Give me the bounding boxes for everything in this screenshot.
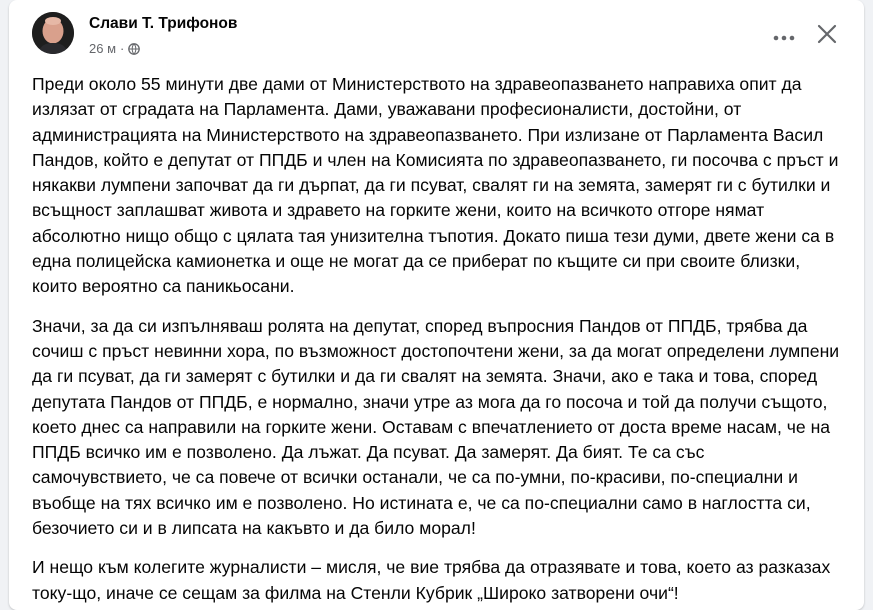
post-card [9,0,864,610]
more-options-button[interactable] [766,22,802,54]
meta-separator: · [120,41,125,56]
post-paragraph: Преди около 55 минути две дами от Министерството на здравеопазването направиха опит да излязат от сградата на Парламента. Дами, уважавани професионалисти, достойни, от администрацията на Министерството на здравеопазването. При излизане от Парламента Васил Пандов, който е депутат от ППДБ и член на Комисията по здравеопазването, ги посочва с пръст и някакви лумпени започват да ги дърпат, да ги псуват, свалят ги на земята, замерят ги с бутилки и всъщност заплашват живота и здравето на горките жени, които на всичкото отгоре нямат абсолютно нищо общо с цялата тая унизителна тъпотия. Докато пиша тези думи, двете жени са в една полицейска камионетка и още не могат да се приберат по къщите си при своите близки, които вероятно са паникьосани. [32,74,839,297]
post-paragraph: И нещо към колегите журналисти – мисля, че вие трябва да отразявате и това, което аз разказах току-що, иначе се сещам за филма на Стенли Кубрик „Широко затворени очи“! [32,557,831,603]
post-meta [89,41,140,56]
post-body [32,72,842,610]
post-timestamp[interactable]: 26 м [89,41,117,56]
post-paragraph: Значи, за да си изпълняваш ролята на депутат, според въпросния Пандов от ППДБ, трябва да сочиш с пръст невинни хора, по възможност достопочтени жени, за да могат определени лумпени да ги псуват, да ги замерят с бутилки и да ги свалят на земята. Значи, ако е така и това, според депутата Пандов от ППДБ, е нормално, значи утре аз мога да го посоча и той да получи същото, което днес са направили на горките жени. Оставам с впечатлението от доста време насам, че на ППДБ всичко им е позволено. Да лъжат. Да псуват. Да замерят. Да бият. Те са със самочувствието, че са повече от всички останали, че са по-умни, по-красиви, по-специални и въобще на тях всичко им е позволено. Но истината е, че са по-специални само в наглостта си, безочието си и в липсата на какъвто и да било морал! [32,315,840,539]
close-icon [817,24,837,49]
author-avatar[interactable] [32,12,74,54]
close-button[interactable] [811,20,843,52]
globe-icon[interactable] [128,43,140,55]
author-name[interactable]: Слави Т. Трифонов [89,15,238,32]
more-horizontal-icon [772,29,796,47]
